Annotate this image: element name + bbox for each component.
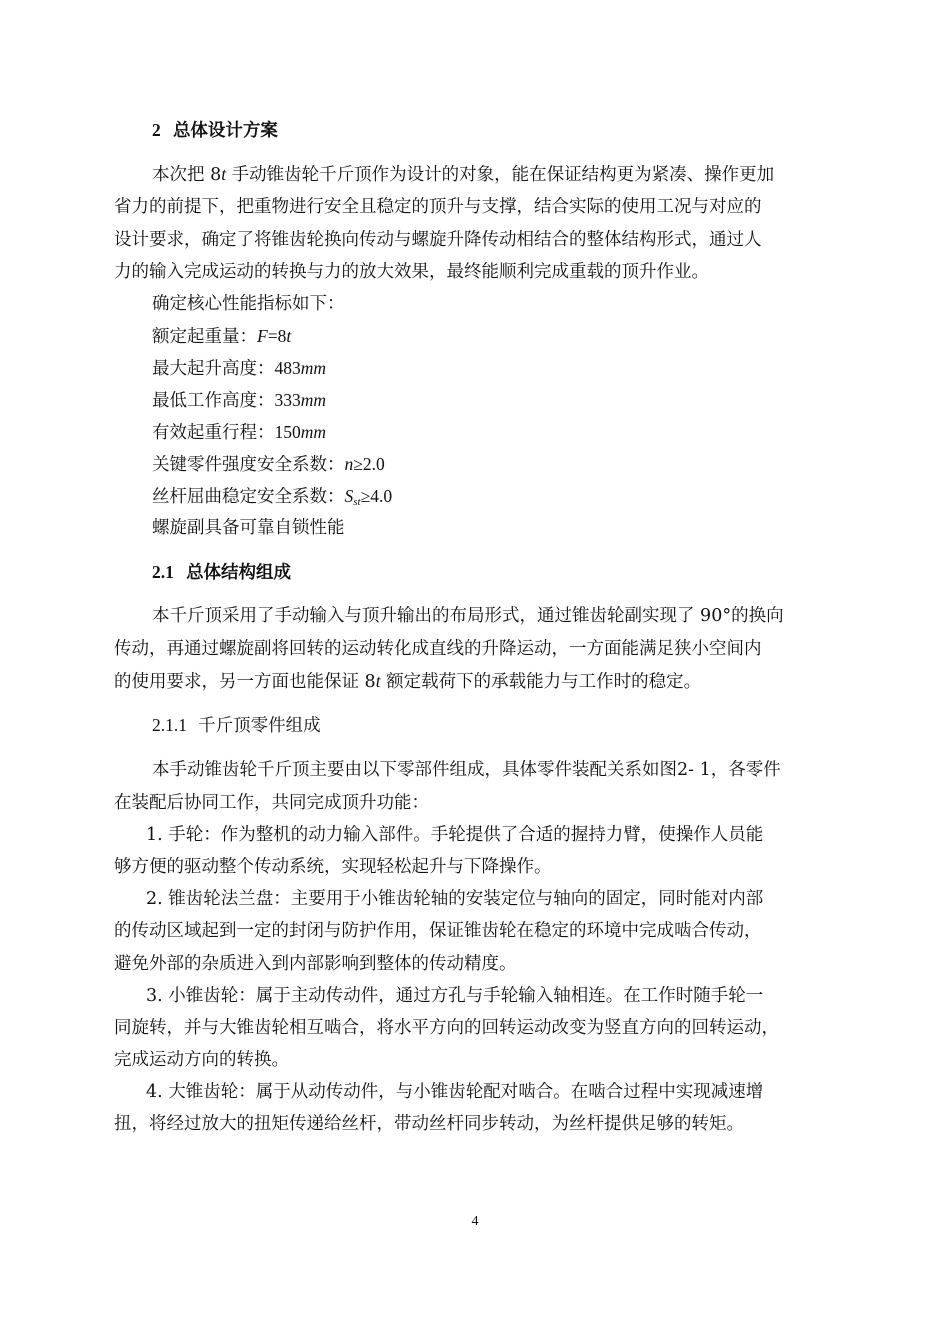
specs-intro: 确定核心性能指标如下：	[152, 294, 345, 314]
list-item-4-line-1: 4. 大锥齿轮：属于从动传动件，与小锥齿轮配对啮合。在啮合过程中实现减速增	[146, 1082, 764, 1102]
parts-intro-line-2: 在装配后协同工作，共同完成顶升功能：	[114, 793, 429, 813]
structure-line-2: 传动，再通过螺旋副将回转的运动转化成直线的升降运动，一方面能满足狭小空间内	[114, 639, 762, 659]
parts-intro-line-1: 本手动锥齿轮千斤顶主要由以下零部件组成，具体零件装配关系如图2- 1，各零件	[152, 760, 781, 780]
section-title: 总体设计方案	[172, 121, 278, 141]
list-item-3-line-2: 同旋转，并与大锥齿轮相互啮合，将水平方向的回转运动改变为竖直方向的回转运动，	[114, 1018, 779, 1038]
subsubsection-title: 千斤顶零件组成	[198, 716, 321, 736]
spec-strength-safety: 关键零件强度安全系数：n≥2.0	[152, 454, 385, 475]
spec-stroke: 有效起重行程：150mm	[152, 422, 327, 443]
list-item-4-line-2: 扭，将经过放大的扭矩传递给丝杆，带动丝杆同步转动，为丝杆提供足够的转矩。	[114, 1114, 744, 1134]
subsection-title: 总体结构组成	[186, 563, 292, 583]
structure-line-1: 本千斤顶采用了手动输入与顶升输出的布局形式，通过锥齿轮副实现了 90°的换向	[152, 606, 784, 626]
list-item-1-line-1: 1. 手轮：作为整机的动力输入部件。手轮提供了合适的握持力臂，使操作人员能	[146, 825, 764, 845]
page-number: 4	[471, 1214, 479, 1229]
list-item-2-line-3: 避免外部的杂质进入到内部影响到整体的传动精度。	[114, 954, 517, 974]
structure-line-3: 的使用要求，另一方面也能保证 8t 额定载荷下的承载能力与工作时的稳定。	[114, 671, 702, 692]
intro-line-1: 本次把 8t 手动锥齿轮千斤顶作为设计的对象，能在保证结构更为紧凑、操作更加	[152, 164, 775, 185]
spec-rated-load: 额定起重量：F=8t	[152, 326, 292, 347]
list-item-3-line-1: 3. 小锥齿轮：属于主动传动件，通过方孔与手轮输入轴相连。在工作时随手轮一	[146, 986, 764, 1006]
section-number: 2	[152, 120, 161, 140]
list-item-1-line-2: 够方便的驱动整个传动系统，实现轻松起升与下降操作。	[114, 857, 552, 877]
intro-line-3: 设计要求，确定了将锥齿轮换向传动与螺旋升降传动相结合的整体结构形式，通过人	[114, 230, 762, 250]
subsection-number: 2.1	[152, 562, 174, 582]
intro-line-4: 力的输入完成运动的转换与力的放大效果，最终能顺利完成重载的顶升作业。	[114, 262, 709, 282]
spec-buckling-safety: 丝杆屈曲稳定安全系数：$S_{st}\ge 4.0$	[152, 486, 393, 508]
list-item-2-line-2: 的传动区域起到一定的封闭与防护作用，保证锥齿轮在稳定的环境中完成啮合传动，	[114, 921, 762, 941]
subsubsection-heading	[152, 714, 872, 737]
subsubsection-number: 2.1.1	[152, 715, 187, 735]
spec-max-height: 最大起升高度：483mm	[152, 358, 327, 379]
section-heading	[152, 119, 872, 142]
intro-line-2: 省力的前提下，把重物进行安全且稳定的顶升与支撑，结合实际的使用工况与对应的	[114, 197, 762, 217]
spec-self-lock: 螺旋副具备可靠自锁性能	[152, 518, 345, 538]
subsection-heading	[152, 561, 872, 584]
list-item-3-line-3: 完成运动方向的转换。	[114, 1050, 289, 1070]
spec-min-height: 最低工作高度：333mm	[152, 390, 327, 411]
list-item-2-line-1: 2. 锥齿轮法兰盘：主要用于小锥齿轮轴的安装定位与轴向的固定，同时能对内部	[146, 889, 764, 909]
